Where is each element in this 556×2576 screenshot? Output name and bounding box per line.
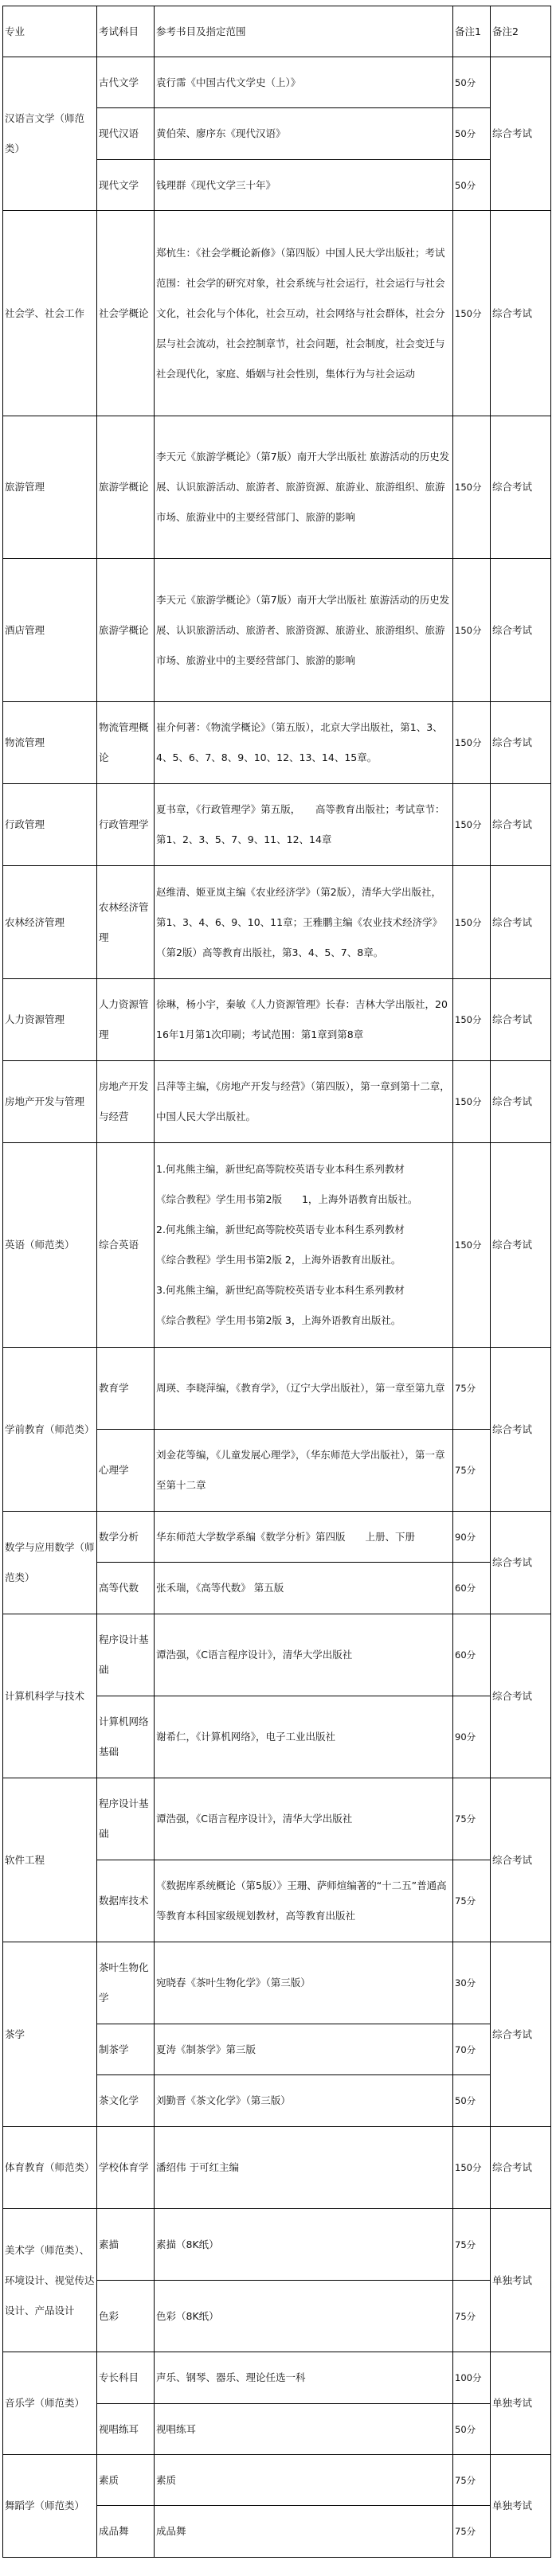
table-row — [3, 1061, 551, 1143]
exam-type-cell: 综合考试 — [491, 57, 551, 211]
reference-cell: 宛晓春《茶叶生物化学》（第三版） — [155, 1942, 453, 2024]
header-major: 专业 — [3, 6, 97, 57]
reference-cell: 李天元《旅游学概论》（第7版）南开大学出版社 旅游活动的历史发展、认识旅游活动、旅游者、旅游资源、旅游业、旅游组织、旅游市场、旅游业中的主要经营部门、旅游的影响 — [155, 416, 453, 559]
table-row — [3, 2127, 551, 2209]
points-cell: 150分 — [453, 979, 491, 1061]
reference-cell: 吕萍等主编，《房地产开发与经营》（第四版），第一章到第十二章，中国人民大学出版社。 — [155, 1061, 453, 1143]
table-row — [3, 416, 551, 559]
exam-type-cell: 综合考试 — [491, 1942, 551, 2127]
reference-line: 2.何兆熊主编，新世纪高等院校英语专业本科生系列教材 — [156, 1224, 405, 1235]
reference-cell: 李天元《旅游学概论》（第7版）南开大学出版社 旅游活动的历史发展、认识旅游活动、旅游者、旅游资源、旅游业、旅游组织、旅游市场、旅游业中的主要经营部门、旅游的影响 — [155, 559, 453, 702]
exam-type-cell: 综合考试 — [491, 979, 551, 1061]
subject-cell: 农林经济管理 — [97, 866, 155, 979]
major-cell: 学前教育（师范类） — [3, 1348, 97, 1512]
major-cell: 物流管理 — [3, 702, 97, 784]
reference-cell: 声乐、钢琴、器乐、理论任选一科 — [155, 2352, 453, 2404]
exam-type-cell: 综合考试 — [491, 866, 551, 979]
subject-cell: 学校体育学 — [97, 2127, 155, 2209]
header-subject: 考试科目 — [97, 6, 155, 57]
points-cell: 75分 — [453, 2455, 491, 2506]
reference-cell: 《数据库系统概论（第5版）》王珊、萨师煊编著的“十二五”普通高等教育本科国家级规划教材，高等教育出版社 — [155, 1860, 453, 1942]
table-row — [3, 1348, 551, 1430]
subject-cell: 制茶学 — [97, 2024, 155, 2075]
exam-type-cell: 综合考试 — [491, 702, 551, 784]
header-note1: 备注1 — [453, 6, 491, 57]
reference-cell: 素质 — [155, 2455, 453, 2506]
reference-cell: 刘金花等编，《儿童发展心理学》，（华东师范大学出版社），第一章至第十二章 — [155, 1430, 453, 1512]
subject-cell: 计算机网络基础 — [97, 1696, 155, 1778]
reference-cell: 崔介何著：《物流学概论》（第五版），北京大学出版社，第1、3、4、5、6、7、8、9、10、12、13、14、15章。 — [155, 702, 453, 784]
table-row — [3, 784, 551, 866]
points-cell: 150分 — [453, 559, 491, 702]
points-cell: 150分 — [453, 702, 491, 784]
reference-cell: 谭浩强，《C语言程序设计》，清华大学出版社 — [155, 1614, 453, 1696]
exam-type-cell: 综合考试 — [491, 1512, 551, 1614]
points-cell: 75分 — [453, 1430, 491, 1512]
subject-cell: 旅游学概论 — [97, 559, 155, 702]
points-cell: 60分 — [453, 1614, 491, 1696]
exam-type-cell: 单独考试 — [491, 2352, 551, 2455]
points-cell: 90分 — [453, 1512, 491, 1563]
exam-reference-table — [2, 6, 551, 2558]
reference-cell: 华东师范大学数学系编《数学分析》第四版 上册、下册 — [155, 1512, 453, 1563]
table-row — [3, 866, 551, 979]
points-cell: 50分 — [453, 160, 491, 211]
points-cell: 75分 — [453, 1860, 491, 1942]
major-cell: 酒店管理 — [3, 559, 97, 702]
header-row — [3, 6, 551, 57]
subject-cell: 专长科目 — [97, 2352, 155, 2404]
reference-cell — [155, 1143, 453, 1348]
reference-cell: 夏涛《制茶学》第三版 — [155, 2024, 453, 2075]
table-row — [3, 2352, 551, 2404]
exam-type-cell: 综合考试 — [491, 1348, 551, 1512]
points-cell: 90分 — [453, 1696, 491, 1778]
table-row — [3, 559, 551, 702]
reference-cell: 赵维清、姬亚岚主编《农业经济学》（第2版），清华大学出版社，第1、3、4、6、9、10、11章；王雅鹏主编《农业技术经济学》（第2版）高等教育出版社，第3、4、5、7、8章。 — [155, 866, 453, 979]
points-cell: 75分 — [453, 1348, 491, 1430]
exam-type-cell: 综合考试 — [491, 1778, 551, 1942]
major-cell: 行政管理 — [3, 784, 97, 866]
reference-line: 3.何兆熊主编，新世纪高等院校英语专业本科生系列教材 — [156, 1284, 405, 1296]
subject-cell: 程序设计基础 — [97, 1778, 155, 1860]
table-row — [3, 1942, 551, 2024]
table-row — [3, 702, 551, 784]
major-cell: 体育教育（师范类） — [3, 2127, 97, 2209]
subject-cell: 素质 — [97, 2455, 155, 2506]
subject-cell: 教育学 — [97, 1348, 155, 1430]
points-cell: 60分 — [453, 1563, 491, 1614]
subject-cell: 房地产开发与经营 — [97, 1061, 155, 1143]
reference-cell: 谭浩强，《C语言程序设计》，清华大学出版社 — [155, 1778, 453, 1860]
major-cell: 舞蹈学（师范类） — [3, 2455, 97, 2558]
points-cell: 50分 — [453, 108, 491, 160]
reference-line: 《综合教程》学生用书第2版 2，上海外语教育出版社。 — [156, 1254, 401, 1266]
reference-cell: 郑杭生：《社会学概论新修》（第四版）中国人民大学出版社；考试范围：社会学的研究对象，社会系统与社会运行，社会运行与社会文化，社会化与个体化，社会互动，社会网络与社会群体，社会分层与社会流动，社会控制章节，社会问题，社会制度，社会变迁与社会现代化，家庭、婚姻与社会性别，集体行为与社会运动 — [155, 211, 453, 416]
points-cell: 30分 — [453, 1942, 491, 2024]
points-cell: 150分 — [453, 784, 491, 866]
subject-cell: 数据库技术 — [97, 1860, 155, 1942]
major-cell: 汉语言文学（师范类） — [3, 57, 97, 211]
points-cell: 150分 — [453, 2127, 491, 2209]
exam-type-cell: 综合考试 — [491, 1061, 551, 1143]
table-row — [3, 211, 551, 416]
exam-type-cell: 单独考试 — [491, 2455, 551, 2558]
reference-line: 《综合教程》学生用书第2版 3，上海外语教育出版社。 — [156, 1314, 401, 1326]
points-cell: 50分 — [453, 2075, 491, 2127]
points-cell: 75分 — [453, 1778, 491, 1860]
subject-cell: 现代文学 — [97, 160, 155, 211]
points-cell: 75分 — [453, 2281, 491, 2352]
major-cell: 旅游管理 — [3, 416, 97, 559]
subject-cell: 综合英语 — [97, 1143, 155, 1348]
points-cell: 70分 — [453, 2024, 491, 2075]
subject-cell: 行政管理学 — [97, 784, 155, 866]
subject-cell: 茶叶生物化学 — [97, 1942, 155, 2024]
major-cell: 茶学 — [3, 1942, 97, 2127]
subject-cell: 高等代数 — [97, 1563, 155, 1614]
table-row — [3, 2209, 551, 2281]
major-cell: 数学与应用数学（师范类） — [3, 1512, 97, 1614]
reference-cell: 刘勤晋《茶文化学》（第三版） — [155, 2075, 453, 2127]
subject-cell: 现代汉语 — [97, 108, 155, 160]
major-cell: 农林经济管理 — [3, 866, 97, 979]
exam-type-cell: 综合考试 — [491, 211, 551, 416]
exam-type-cell: 综合考试 — [491, 784, 551, 866]
major-cell: 房地产开发与管理 — [3, 1061, 97, 1143]
header-note2: 备注2 — [491, 6, 551, 57]
table-row — [3, 2455, 551, 2506]
exam-type-cell: 单独考试 — [491, 2209, 551, 2352]
exam-type-cell: 综合考试 — [491, 1143, 551, 1348]
subject-cell: 心理学 — [97, 1430, 155, 1512]
major-cell: 美术学（师范类）、环境设计、视觉传达设计、产品设计 — [3, 2209, 97, 2352]
points-cell: 75分 — [453, 2209, 491, 2281]
reference-cell: 钱理群《现代文学三十年》 — [155, 160, 453, 211]
exam-type-cell: 综合考试 — [491, 2127, 551, 2209]
subject-cell: 人力资源管理 — [97, 979, 155, 1061]
points-cell: 150分 — [453, 416, 491, 559]
subject-cell: 程序设计基础 — [97, 1614, 155, 1696]
points-cell: 50分 — [453, 2404, 491, 2455]
major-cell: 音乐学（师范类） — [3, 2352, 97, 2455]
major-cell: 社会学、社会工作 — [3, 211, 97, 416]
subject-cell: 古代文学 — [97, 57, 155, 108]
reference-cell: 素描（8K纸） — [155, 2209, 453, 2281]
subject-cell: 社会学概论 — [97, 211, 155, 416]
table-row — [3, 1512, 551, 1563]
table-row — [3, 1143, 551, 1348]
points-cell: 75分 — [453, 2506, 491, 2558]
major-cell: 英语（师范类） — [3, 1143, 97, 1348]
reference-cell: 夏书章，《行政管理学》第五版， 高等教育出版社；考试章节：第1、2、3、5、7、9、11、12、14章 — [155, 784, 453, 866]
reference-cell: 潘绍伟 于可红主编 — [155, 2127, 453, 2209]
header-reference: 参考书目及指定范围 — [155, 6, 453, 57]
points-cell: 150分 — [453, 1143, 491, 1348]
reference-cell: 成品舞 — [155, 2506, 453, 2558]
subject-cell: 色彩 — [97, 2281, 155, 2352]
subject-cell: 成品舞 — [97, 2506, 155, 2558]
points-cell: 100分 — [453, 2352, 491, 2404]
points-cell: 150分 — [453, 211, 491, 416]
table-row — [3, 979, 551, 1061]
major-cell: 软件工程 — [3, 1778, 97, 1942]
reference-cell: 徐琳，杨小宇，秦敏《人力资源管理》长春：吉林大学出版社，2016年1月第1次印刷；考试范围：第1章到第8章 — [155, 979, 453, 1061]
subject-cell: 物流管理概论 — [97, 702, 155, 784]
table-row — [3, 1778, 551, 1860]
subject-cell: 茶文化学 — [97, 2075, 155, 2127]
exam-type-cell: 综合考试 — [491, 559, 551, 702]
exam-type-cell: 综合考试 — [491, 1614, 551, 1778]
reference-cell: 袁行霈《中国古代文学史（上）》 — [155, 57, 453, 108]
points-cell: 150分 — [453, 866, 491, 979]
table-row — [3, 1614, 551, 1696]
reference-cell: 周瑛、李晓萍编，《教育学》，（辽宁大学出版社），第一章至第九章 — [155, 1348, 453, 1430]
subject-cell: 素描 — [97, 2209, 155, 2281]
exam-type-cell: 综合考试 — [491, 416, 551, 559]
subject-cell: 数学分析 — [97, 1512, 155, 1563]
subject-cell: 视唱练耳 — [97, 2404, 155, 2455]
reference-line: 1.何兆熊主编，新世纪高等院校英语专业本科生系列教材 — [156, 1163, 405, 1175]
major-cell: 计算机科学与技术 — [3, 1614, 97, 1778]
subject-cell: 旅游学概论 — [97, 416, 155, 559]
reference-cell: 谢希仁，《计算机网络》，电子工业出版社 — [155, 1696, 453, 1778]
reference-cell: 张禾瑞，《高等代数》 第五版 — [155, 1563, 453, 1614]
major-cell: 人力资源管理 — [3, 979, 97, 1061]
reference-line: 《综合教程》学生用书第2版 1，上海外语教育出版社。 — [156, 1193, 418, 1205]
reference-cell: 视唱练耳 — [155, 2404, 453, 2455]
reference-cell: 色彩（8K纸） — [155, 2281, 453, 2352]
reference-cell: 黄伯荣、廖序东《现代汉语》 — [155, 108, 453, 160]
table-row — [3, 57, 551, 108]
points-cell: 50分 — [453, 57, 491, 108]
points-cell: 150分 — [453, 1061, 491, 1143]
